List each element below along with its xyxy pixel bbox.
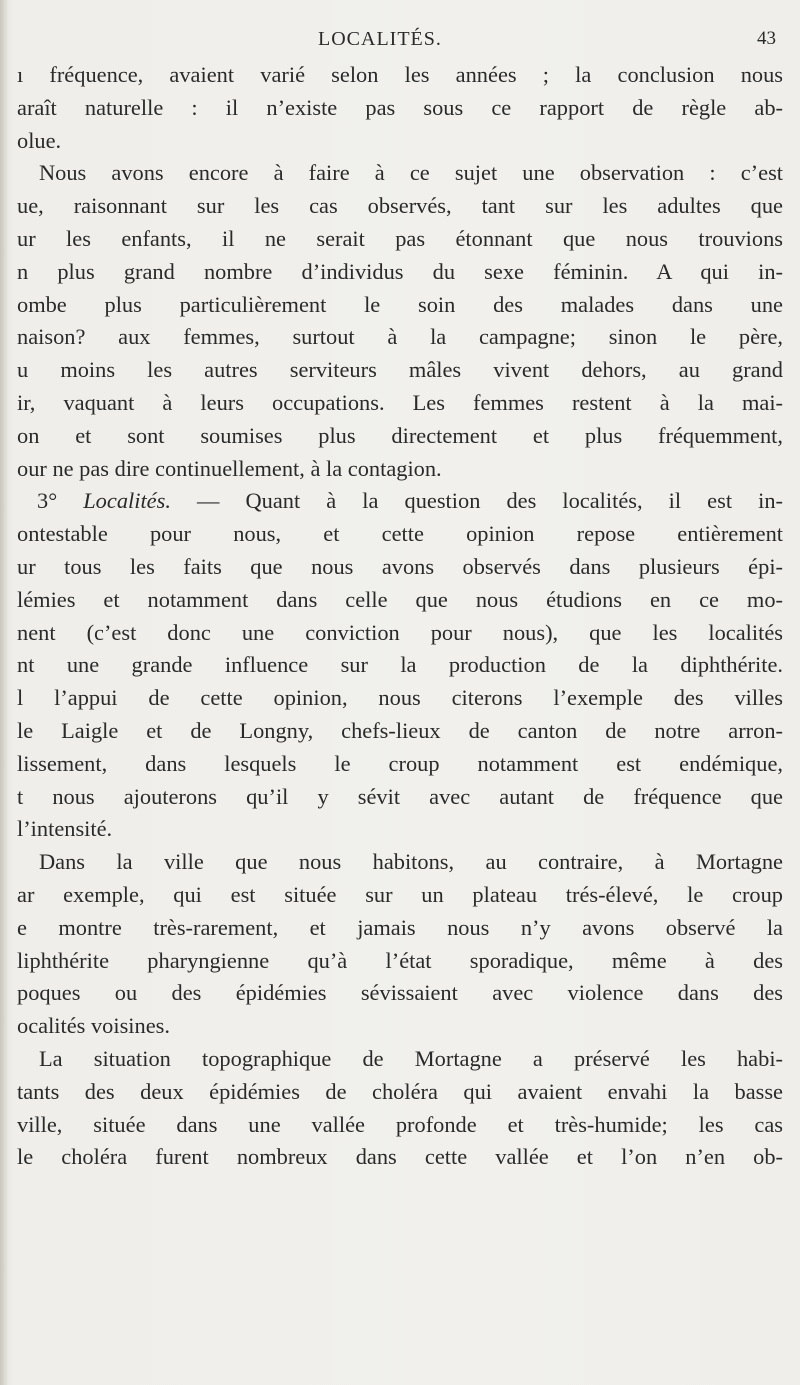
running-head: [0, 22, 800, 52]
text-line: n plus grand nombre d’individus du sexe féminin. A qui in-: [17, 258, 783, 284]
page-number: 43: [757, 28, 776, 49]
text-line: le Laigle et de Longny, chefs-lieux de canton de notre arron-: [17, 717, 783, 743]
text-line: ı fréquence, avaient varié selon les années ; la conclusion nous: [17, 62, 783, 87]
section-number: 3°: [37, 488, 58, 514]
text-line: on et sont soumises plus directement et plus fréquemment,: [17, 422, 783, 448]
body-text: [17, 59, 800, 1174]
text-line: ocalités voisines.: [17, 1013, 170, 1039]
text-line: poques ou des épidémies sévissaient avec violence dans des: [17, 980, 783, 1006]
section-heading: Localités.: [83, 488, 171, 514]
running-title: LOCALITÉS.: [318, 28, 442, 50]
text-line: naison? aux femmes, surtout à la campagne; sinon le père,: [17, 324, 783, 350]
paragraph-start-line: La situation topographique de Mortagne a préservé les habi-: [39, 1045, 783, 1071]
text-line: lissement, dans lesquels le croup notamment est endémique,: [17, 750, 783, 776]
text-line: ombe plus particulièrement le soin des malades dans une: [17, 291, 783, 317]
paragraph-start-line: Dans la ville que nous habitons, au contraire, à Mortagne: [39, 849, 783, 875]
text-line: our ne pas dire continuellement, à la contagion.: [17, 455, 442, 481]
text-line: nent (c’est donc une conviction pour nous), que les localités: [17, 619, 783, 645]
text-line: ue, raisonnant sur les cas observés, tant sur les adultes que: [17, 193, 783, 219]
section-heading-line: [17, 485, 783, 518]
text-line: olue.: [17, 127, 62, 153]
text-line: u moins les autres serviteurs mâles vivent dehors, au grand: [17, 357, 783, 383]
text-line: le choléra furent nombreux dans cette vallée et l’on n’en ob-: [17, 1144, 783, 1170]
text-line: araît naturelle : il n’existe pas sous ce rapport de règle ab-: [17, 94, 783, 120]
text-line: ville, située dans une vallée profonde et très-humide; les cas: [17, 1111, 783, 1137]
text-line: ur tous les faits que nous avons observés dans plusieurs épi-: [17, 553, 783, 579]
text-line: ir, vaquant à leurs occupations. Les femmes restent à la mai-: [17, 389, 783, 415]
text-line: lémies et notamment dans celle que nous étudions en ce mo-: [17, 586, 783, 612]
section-lead-text: — Quant à la question des localités, il est in-: [197, 488, 783, 514]
text-line: tants des deux épidémies de choléra qui avaient envahi la basse: [17, 1078, 783, 1104]
text-line: ur les enfants, il ne serait pas étonnant que nous trouvions: [17, 225, 783, 251]
paragraph-start-line: Nous avons encore à faire à ce sujet une observation : c’est: [39, 160, 783, 186]
text-line: t nous ajouterons qu’il y sévit avec autant de fréquence que: [17, 783, 783, 809]
text-line: e montre très-rarement, et jamais nous n’y avons observé la: [17, 914, 783, 940]
text-line: ar exemple, qui est située sur un plateau trés-élevé, le croup: [17, 881, 783, 907]
binding-edge: [0, 0, 8, 1385]
text-line: l’intensité.: [17, 816, 113, 842]
text-line: l l’appui de cette opinion, nous citerons l’exemple des villes: [17, 685, 783, 711]
text-line: nt une grande influence sur la production de la diphthérite.: [17, 652, 783, 678]
text-line: liphthérite pharyngienne qu’à l’état sporadique, même à des: [17, 947, 783, 973]
text-line: ontestable pour nous, et cette opinion repose entièrement: [17, 521, 783, 547]
